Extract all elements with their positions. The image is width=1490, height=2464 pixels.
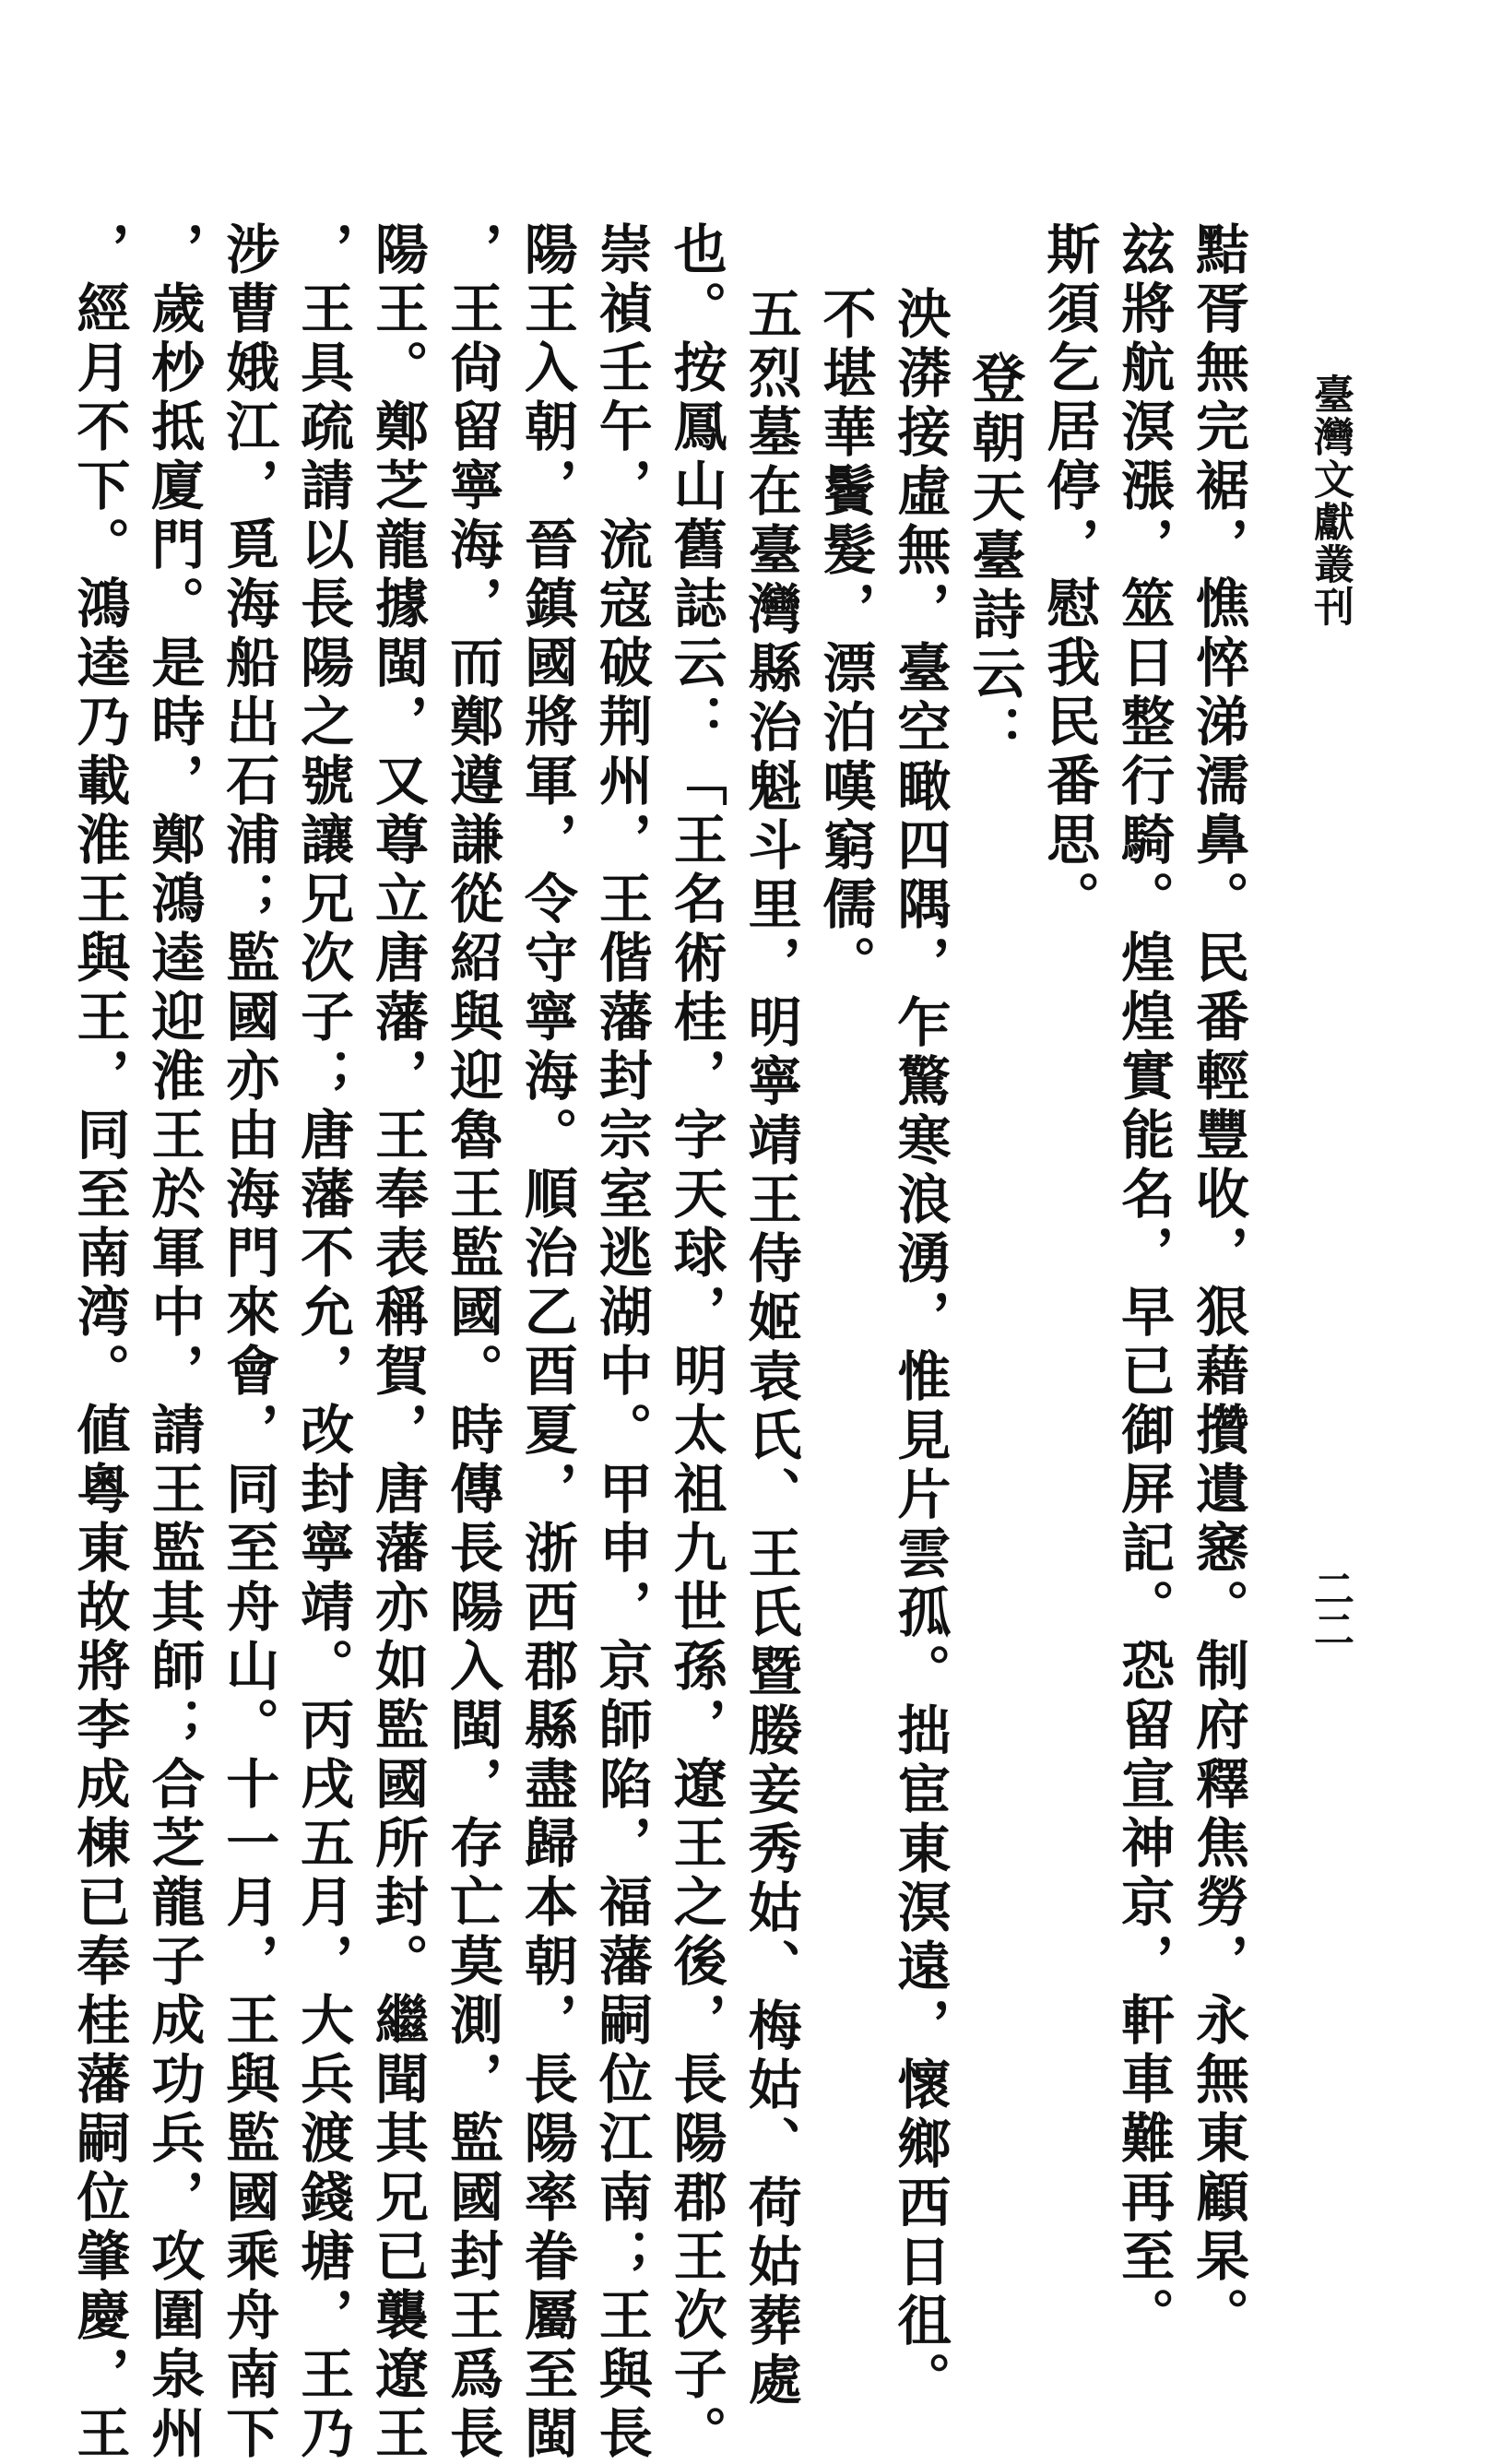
text-column: 玆將航溟漲，筮日整行騎。煌煌實能名，早已御屏記。恐留宣神京，軒車難再至。 <box>1112 221 1176 2346</box>
book-title: 臺灣文獻叢刊 <box>1307 373 1354 628</box>
text-column: 崇禎壬午，流寇破荆州，王偕藩封宗室逃湖中。甲申，京師陷，福藩嗣位江南；王與長 <box>589 221 653 2464</box>
text-column: 陽王入朝，晉鎮國將軍，令守寧海。順治乙酉夏，浙西郡縣盡歸本朝，長陽率眷屬至閩 <box>514 221 578 2464</box>
text-column: 也。按鳳山舊誌云：「王名術桂，字天球，明太祖九世孫，遼王之後，長陽郡王次子。 <box>664 221 727 2464</box>
text-column: 涉曹娥江，覓海船出石浦；監國亦由海門來會，同至舟山。十一月，王與監國乘舟南下 <box>217 221 280 2464</box>
text-column: 陽王。鄭芝龍據閩，又尊立唐藩，王奉表稱賀，唐藩亦如監國所封。繼聞其兄已襲遼王 <box>366 221 430 2464</box>
poem-line: 泱漭接虛無，臺空瞰四隅，乍驚寒浪湧，惟見片雲孤。拙宦東溟遠，懷鄉西日徂。 <box>888 286 952 2411</box>
paragraph-start: 五烈墓在臺灣縣治魁斗里，明寧靖王侍姬袁氏、王氏暨媵妾秀姑、梅姑、荷姑葬處 <box>739 286 802 2411</box>
poem-heading: 登朝天臺詩云： <box>963 350 1026 764</box>
text-column: ，王具疏請以長陽之號讓兄次子；唐藩不允，改封寧靖。丙戌五月，大兵渡錢塘，王乃 <box>291 221 355 2464</box>
text-column: ，經月不下。鴻逵乃載淮王與王，同至南湾。値粵東故將李成棟已奉桂藩嗣位肇慶，王 <box>67 221 131 2464</box>
text-column: 黠胥無完裾，憔悴涕濡鼻。民番輕豐收，狠藉攢遺窸。制府釋焦勞，永無東顧杲。 <box>1187 221 1249 2346</box>
text-column: ，歲杪抵廈門。是時，鄭鴻逵迎淮王於軍中，請王監其師；合芝龍子成功兵，攻圍泉州 <box>142 221 206 2464</box>
poem-line: 不堪華鬢髮，漂泊嘆窮儒。 <box>813 286 877 994</box>
text-column: ，王尙留寧海，而鄭遵謙從紹與迎魯王監國。時傳長陽入閩，存亡莫測，監國封王爲長 <box>440 221 503 2464</box>
vertical-text-body <box>67 221 1255 2464</box>
text-column: 斯須乞居停，慰我民番思。 <box>1037 221 1101 930</box>
page-number: 二二 <box>1307 1568 1354 1649</box>
